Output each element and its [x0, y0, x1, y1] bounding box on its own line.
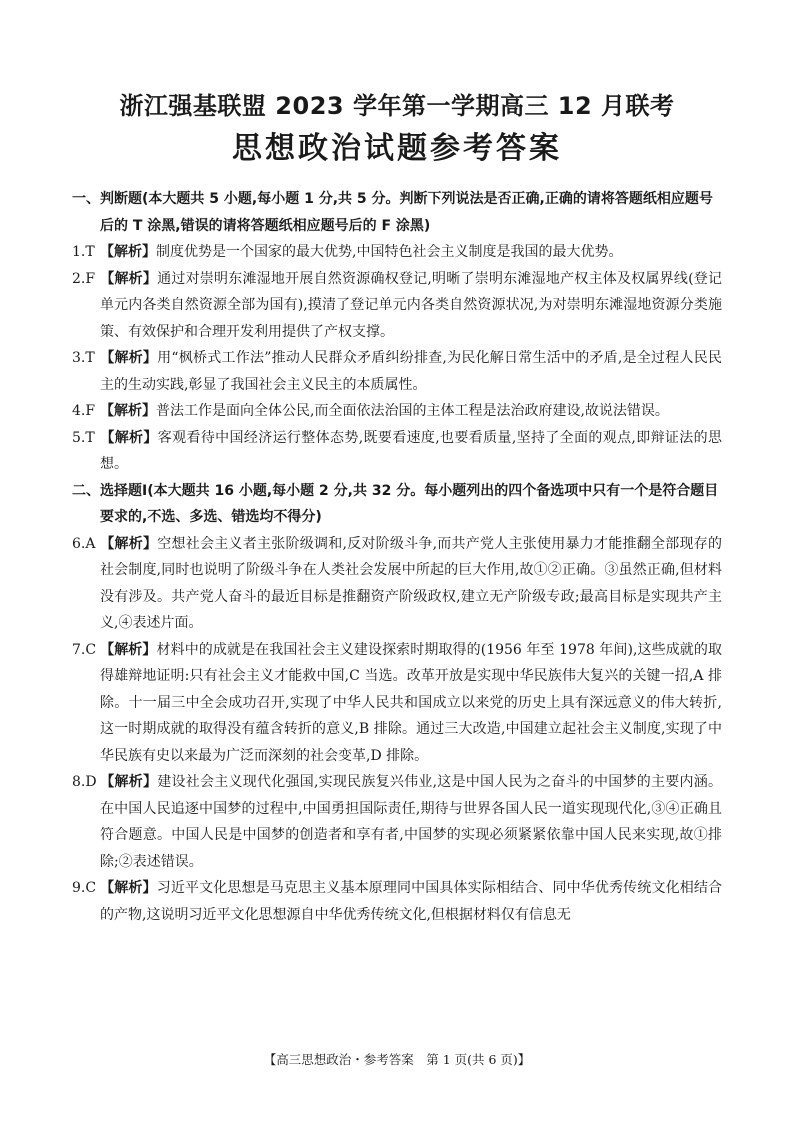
analysis-text: 客观看待中国经济运行整体态势,既要看速度,也要看质量,坚持了全面的观点,即辩证法的思想。 [100, 429, 722, 472]
analysis-tag: 【解析】 [100, 270, 158, 287]
answer-item-3 [72, 345, 722, 398]
analysis-text: 空想社会主义者主张阶级调和,反对阶级斗争,而共产党人主张使用暴力才能推翻全部现存的社会制度,同时也说明了阶级斗争在人类社会发展中所起的巨大作用,故①②正确。③虽然正确,但材料没有涉及。共产党人奋斗的最近目标是推翻资产阶级政权,建立无产阶级专政;最高目标是实现共产主义,④表述片面。 [100, 535, 722, 631]
answer-number: 2.F [72, 270, 96, 287]
analysis-tag: 【解析】 [100, 403, 156, 419]
answer-number: 6.A [72, 535, 96, 552]
analysis-tag: 【解析】 [100, 535, 158, 552]
analysis-text: 制度优势是一个国家的最大优势,中国特色社会主义制度是我国的最大优势。 [156, 244, 623, 260]
answer-number: 5.T [72, 429, 95, 446]
analysis-tag: 【解析】 [100, 774, 158, 790]
answer-item-6 [72, 531, 722, 637]
answer-item-5 [72, 425, 722, 478]
analysis-text: 习近平文化思想是马克思主义基本原理同中国具体实际相结合、同中华优秀传统文化相结合的产物,这说明习近平文化思想源自中华优秀传统文化,但根据材料仅有信息无 [100, 880, 723, 923]
analysis-tag: 【解析】 [100, 244, 156, 260]
page-footer: 【高三思想政治・参考答案 第 1 页(共 6 页)】 [263, 1052, 531, 1067]
answer-item-8 [72, 769, 722, 875]
answer-number: 1.T [72, 244, 95, 260]
analysis-tag: 【解析】 [100, 641, 157, 658]
answer-item-1 [72, 239, 722, 266]
answer-body [72, 186, 722, 928]
answer-number: 4.F [72, 403, 96, 419]
analysis-text: 用“枫桥式工作法”推动人民群众矛盾纠纷排查,为民化解日常生活中的矛盾,是全过程人民民主的生动实践,彰显了我国社会主义民主的本质属性。 [100, 350, 722, 393]
analysis-tag: 【解析】 [100, 880, 157, 896]
section-heading-choice: 二、选择题Ⅰ(本大题共 16 小题,每小题 2 分,共 32 分。每小题列出的四个备选项中只有一个是符合题目要求的,不选、多选、错选均不得分) [72, 482, 719, 525]
analysis-tag: 【解析】 [100, 429, 158, 446]
analysis-text: 建设社会主义现代化强国,实现民族复兴伟业,这是中国人民为之奋斗的中国梦的主要内涵。在中国人民追逐中国梦的过程中,中国勇担国际责任,期待与世界各国人民一道实现现代化,③④正确且符合题意。中国人民是中国梦的创造者和享有者,中国梦的实现必须紧紧依靠中国人民来实现,故①排除;②表述错误。 [100, 774, 722, 870]
section-heading-judgement: 一、判断题(本大题共 5 小题,每小题 1 分,共 5 分。判断下列说法是否正确,正确的请将答题纸相应题号后的 T 涂黑,错误的请将答题纸相应题号后的 F 涂黑) [72, 191, 713, 234]
page-subtitle: 思想政治试题参考答案 [232, 131, 562, 166]
answer-item-7 [72, 637, 722, 770]
analysis-text: 材料中的成就是在我国社会主义建设探索时期取得的(1956 年至 1978 年间),这些成就的取得雄辩地证明:只有社会主义才能救中国,C 当选。改革开放是实现中华民族伟大复兴的关键一招,A 排除。十一届三中全会成功召开,实现了中华人民共和国成立以来党的历史上具有深远意义的伟大转折,这一时期成就的取得没有蕴含转折的意义,B 排除。通过三大改造,中国建立起社会主义制度,实现了中华民族有史以来最为广泛而深刻的社会变革,D 排除。 [100, 641, 723, 764]
answer-item-2 [72, 266, 722, 346]
page-title: 浙江强基联盟 2023 学年第一学期高三 12 月联考 [119, 92, 675, 120]
answer-item-4 [72, 398, 722, 425]
analysis-text: 普法工作是面向全体公民,而全面依法治国的主体工程是法治政府建设,故说法错误。 [156, 403, 669, 419]
answer-number: 7.C [72, 641, 97, 658]
answer-number: 8.D [72, 774, 97, 790]
answer-number: 3.T [72, 350, 95, 366]
answer-number: 9.C [72, 880, 97, 896]
analysis-tag: 【解析】 [100, 350, 158, 366]
answer-item-9 [72, 875, 722, 928]
analysis-text: 通过对崇明东滩湿地开展自然资源确权登记,明晰了崇明东滩湿地产权主体及权属界线(登记单元内各类自然资源全部为国有),摸清了登记单元内各类自然资源状况,为对崇明东滩湿地资源分类施策、有效保护和合理开发利用提供了产权支撑。 [100, 270, 722, 340]
